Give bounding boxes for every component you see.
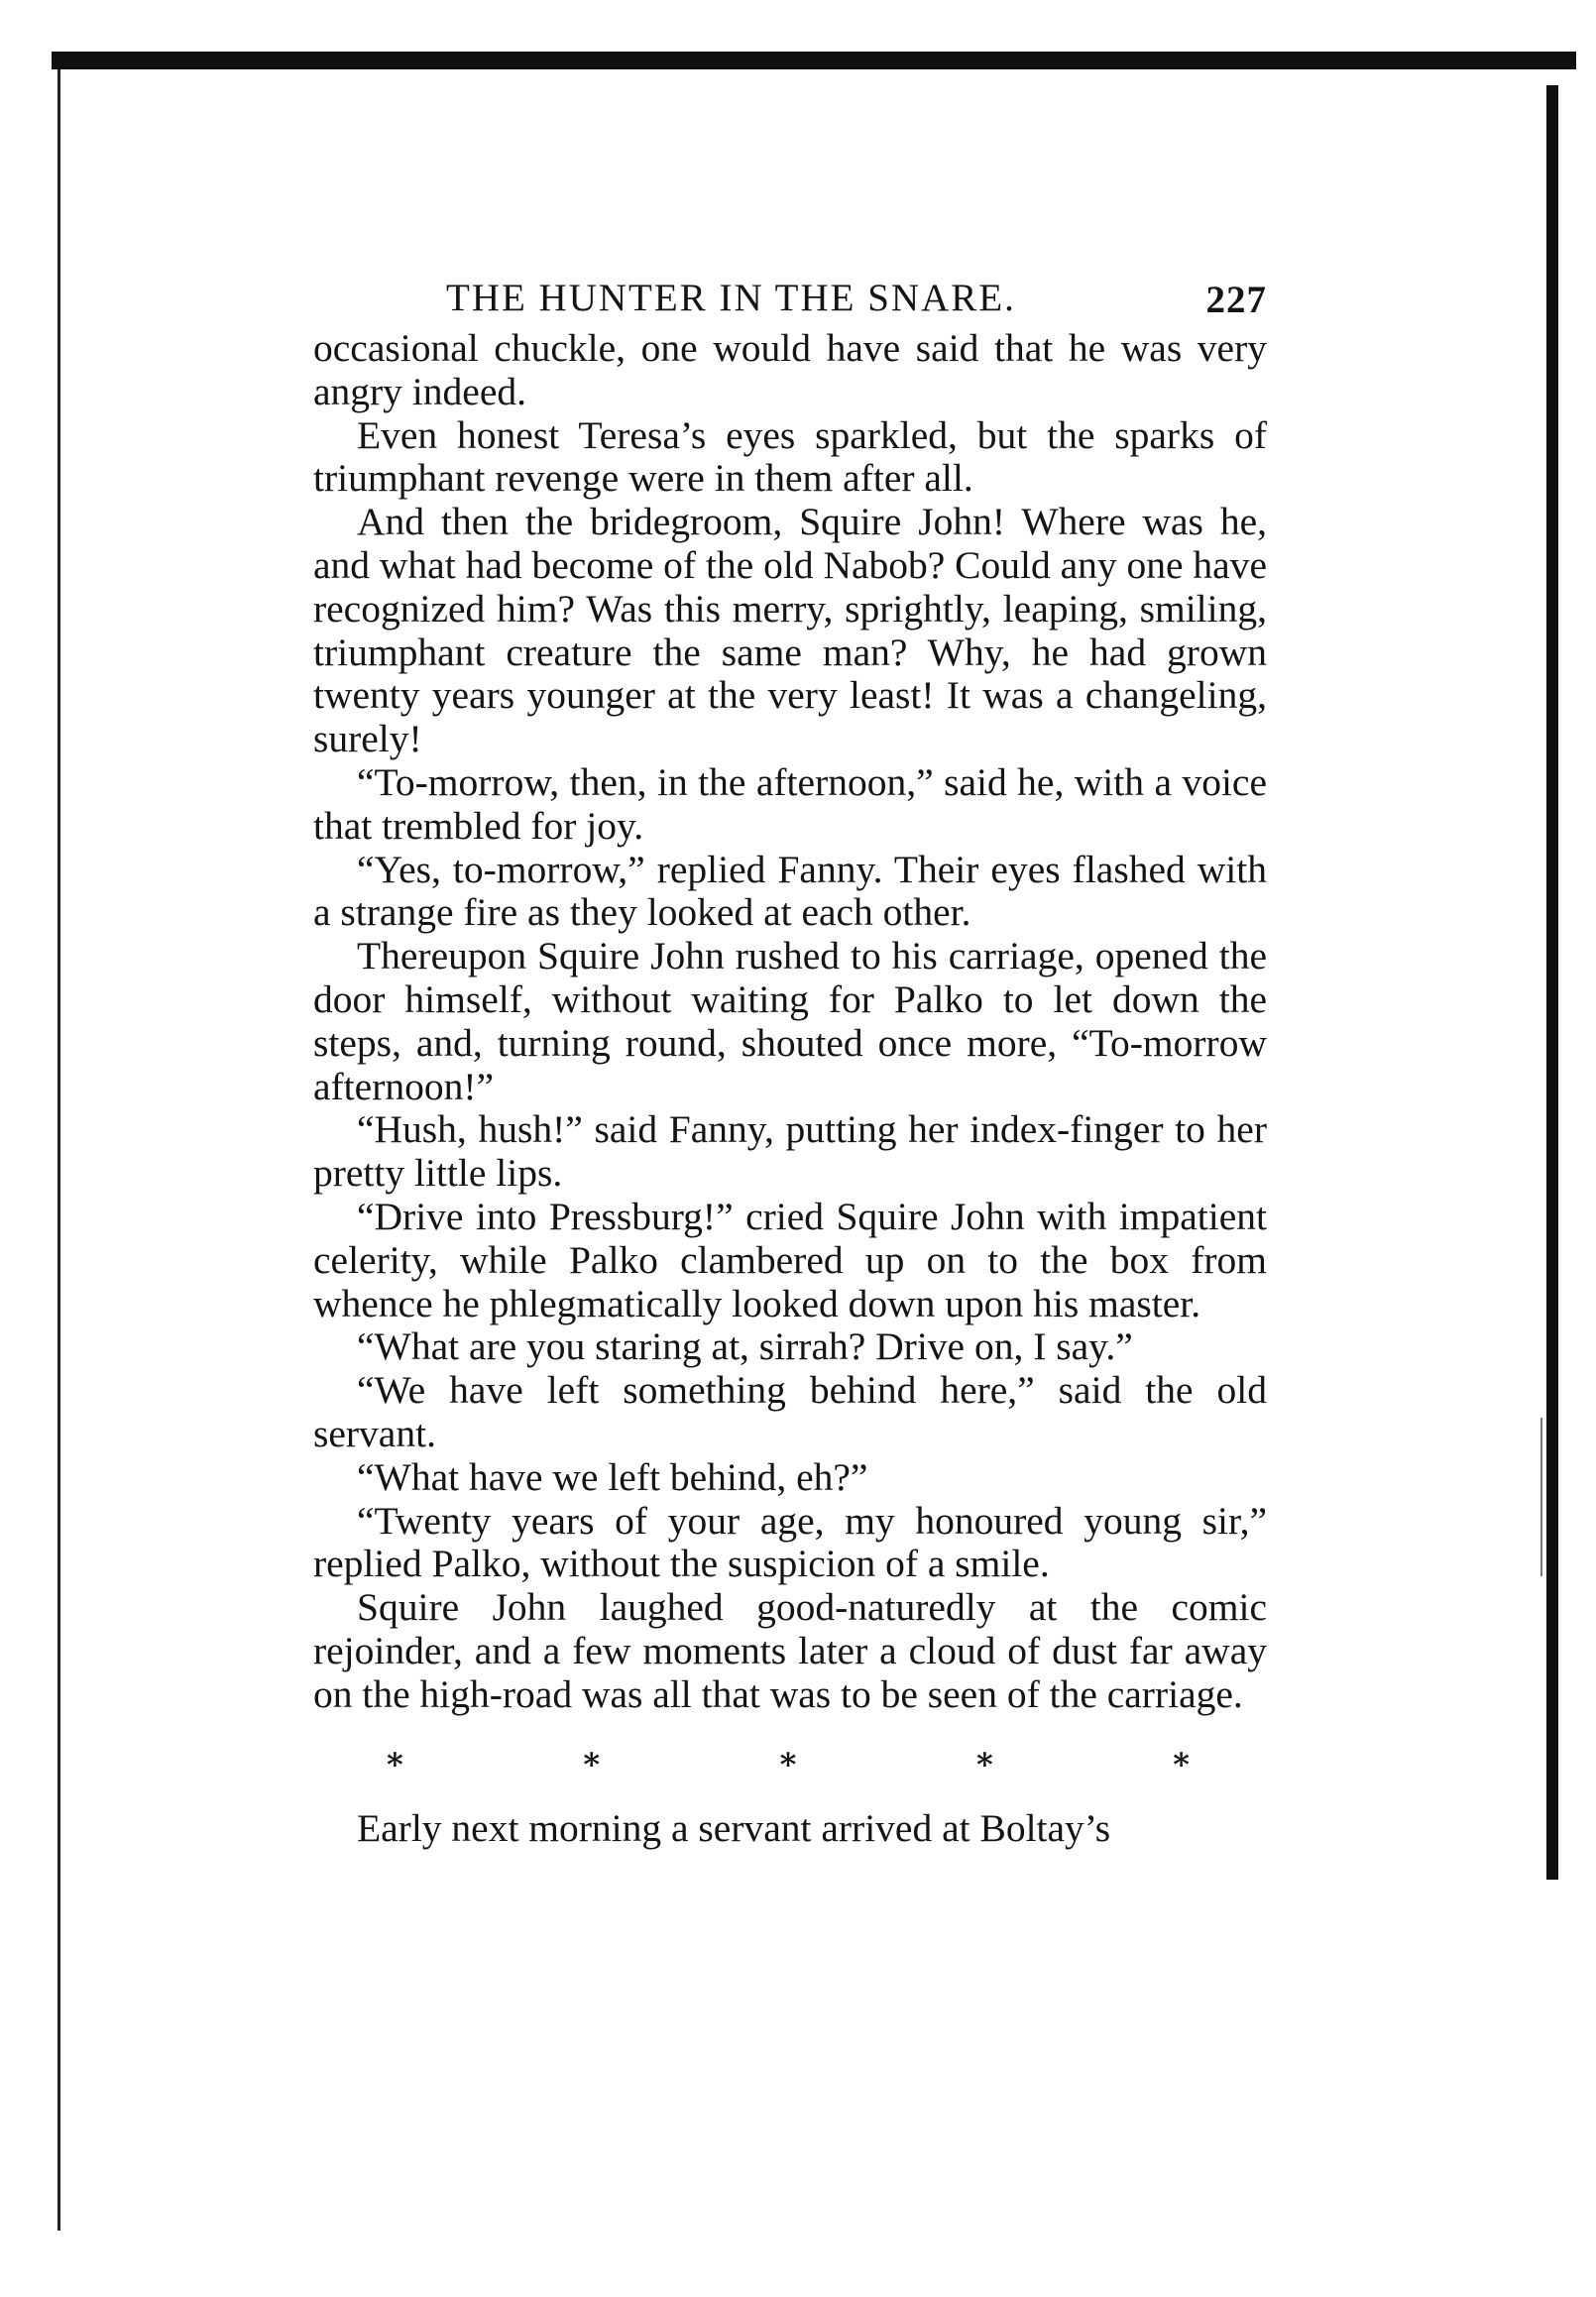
running-head: [313, 276, 1267, 323]
section-break-star: *: [583, 1745, 601, 1783]
scan-right-mark: [1540, 1418, 1542, 1576]
paragraph: “Drive into Pressburg!” cried Squire John with impatient celerity, while Palko clambered up on to the box from whence he phlegmatically looked down upon his master.: [313, 1194, 1267, 1325]
paragraph: “What have we left behind, eh?”: [357, 1454, 868, 1499]
paragraph: “Hush, hush!” said Fanny, putting her index-finger to her pretty little lips.: [313, 1107, 1267, 1196]
paragraph: occasional chuckle, one would have said that he was very angry indeed.: [313, 326, 1267, 413]
paragraph: “What are you staring at, sirrah? Drive on, I say.”: [357, 1324, 1133, 1369]
section-break-star: *: [779, 1745, 797, 1783]
scan-right-border: [1546, 85, 1558, 1880]
page-number: 227: [1205, 279, 1267, 321]
paragraph: “Yes, to-morrow,” replied Fanny. Their eyes flashed with a strange fire as they looked at each other.: [313, 847, 1267, 935]
paragraph: Squire John laughed good-naturedly at the comic rejoinder, and a few moments later a cloud of dust far away on the high-road was all that was to be seen of the carriage.: [313, 1585, 1267, 1716]
paragraph: Even honest Teresa’s eyes sparkled, but the sparks of triumphant revenge were in them after all.: [313, 412, 1267, 501]
section-break-star: *: [1173, 1745, 1190, 1783]
paragraph: “Twenty years of your age, my honoured young sir,” replied Palko, without the suspicion of a smile.: [313, 1498, 1267, 1586]
book-page: [313, 276, 1267, 1850]
paragraph: Thereupon Squire John rushed to his carriage, opened the door himself, without waiting for Palko to let down the steps, and, turning round, shouted once more, “To-morrow afternoon!”: [313, 934, 1267, 1108]
section-break: [313, 1743, 1267, 1786]
section-break-star: *: [387, 1745, 403, 1783]
paragraph: And then the bridegroom, Squire John! Where was he, and what had become of the old Nabob? Could any one have recognized him? Was this merry, sprightly, leaping, smiling, triumphant creature the same man? Why, he had grown twenty years younger at the very least! It was a changeling, surely!: [313, 500, 1267, 761]
scan-top-border: [52, 52, 1576, 69]
section-break-star: *: [975, 1745, 993, 1783]
paragraph: “We have left something behind here,” said the old servant.: [313, 1368, 1267, 1455]
body-text: [313, 327, 1267, 1717]
paragraph: “To-morrow, then, in the afternoon,” said he, with a voice that trembled for joy.: [313, 759, 1267, 848]
running-title: THE HUNTER IN THE SNARE.: [446, 277, 1016, 319]
scan-left-edge: [57, 69, 60, 2231]
closing-line: Early next morning a servant arrived at Boltay’s: [357, 1805, 1111, 1850]
